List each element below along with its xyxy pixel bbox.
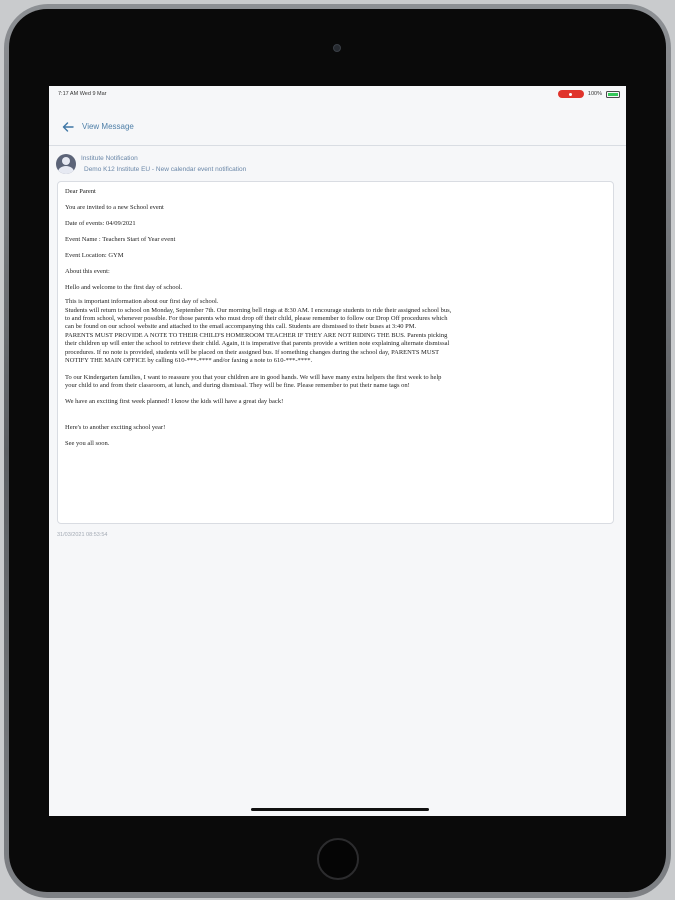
message-line: your child to and from their classroom, at lunch, and during dismissal. They will be fine. Please remember to put their name tags on! [65, 382, 410, 389]
message-about: About this event: [65, 267, 110, 275]
message-body [57, 181, 614, 524]
sender-subtitle: Demo K12 Institute EU - New calendar event notification [84, 166, 247, 174]
message-kindergarten-paragraph [65, 374, 606, 391]
message-line: NOTIFY THE MAIN OFFICE by calling 610-***-**** and/or faxing a note to 610-***-****. [65, 357, 313, 365]
home-indicator[interactable] [251, 808, 429, 811]
home-button[interactable] [317, 838, 359, 880]
battery-icon [606, 91, 620, 98]
message-greeting: Dear Parent [65, 188, 96, 195]
sender-name: Institute Notification [81, 155, 138, 162]
message-line: procedures. If no note is provided, students will be placed on their assigned bus. If something changes during the school day, PARENTS MUST [65, 348, 440, 356]
sender-info [81, 154, 246, 176]
back-arrow-icon[interactable] [61, 120, 75, 134]
avatar-icon [56, 154, 76, 174]
message-line: PARENTS MUST PROVIDE A NOTE TO THEIR CHILD'S HOMEROOM TEACHER IF THEY ARE NOT RIDING THE BUS. Parents picking [65, 331, 448, 339]
message-event-name: Event Name : Teachers Start of Year event [65, 235, 176, 243]
screen [49, 86, 626, 816]
message-line: to and from school, whenever possible. For those parents who must drop off their child, please remember to follow our Drop Off procedures which [65, 314, 448, 322]
battery-percent: 100% [587, 91, 602, 97]
message-sign-off: See you all soon. [65, 439, 110, 447]
message-exciting: We have an exciting first week planned! I know the kids will have a great day back! [65, 398, 284, 406]
status-right [558, 90, 620, 98]
message-date: Date of events: 04/09/2021 [65, 219, 136, 227]
front-camera [333, 44, 341, 52]
message-line: Students will return to school on Monday, September 7th. Our morning bell rings at 8:30 AM. I encourage students to ride their assigned school bus, [65, 306, 452, 314]
page-title: View Message [82, 122, 134, 131]
status-time: 7:17 AM Wed 9 Mar [58, 91, 107, 97]
message-line: To our Kindergarten families, I want to reassure you that your children are in good hands. We will have many extra helpers the first week to help [65, 373, 442, 381]
message-info-paragraph [65, 298, 606, 366]
message-timestamp: 31/03/2021 08:53:54 [57, 532, 108, 538]
message-welcome: Hello and welcome to the first day of school. [65, 283, 183, 291]
recording-indicator-icon [558, 90, 584, 98]
message-another-year: Here's to another exciting school year! [65, 423, 166, 431]
status-bar [49, 86, 626, 104]
nav-bar [49, 108, 626, 146]
message-line: their children up will enter the school to retrieve their child. Again, it is imperative that parents provide a written note explaining alternate dismissal [65, 340, 450, 348]
message-event-location: Event Location: GYM [65, 251, 124, 259]
sender-header [56, 154, 246, 178]
message-line: can be found on our school website and attached to the email accompanying this call. Students are dismissed to their buses at 3:40 PM. [65, 323, 417, 331]
message-line: This is important information about our first day of school. [65, 298, 219, 306]
message-invite: You are invited to a new School event [65, 203, 164, 211]
